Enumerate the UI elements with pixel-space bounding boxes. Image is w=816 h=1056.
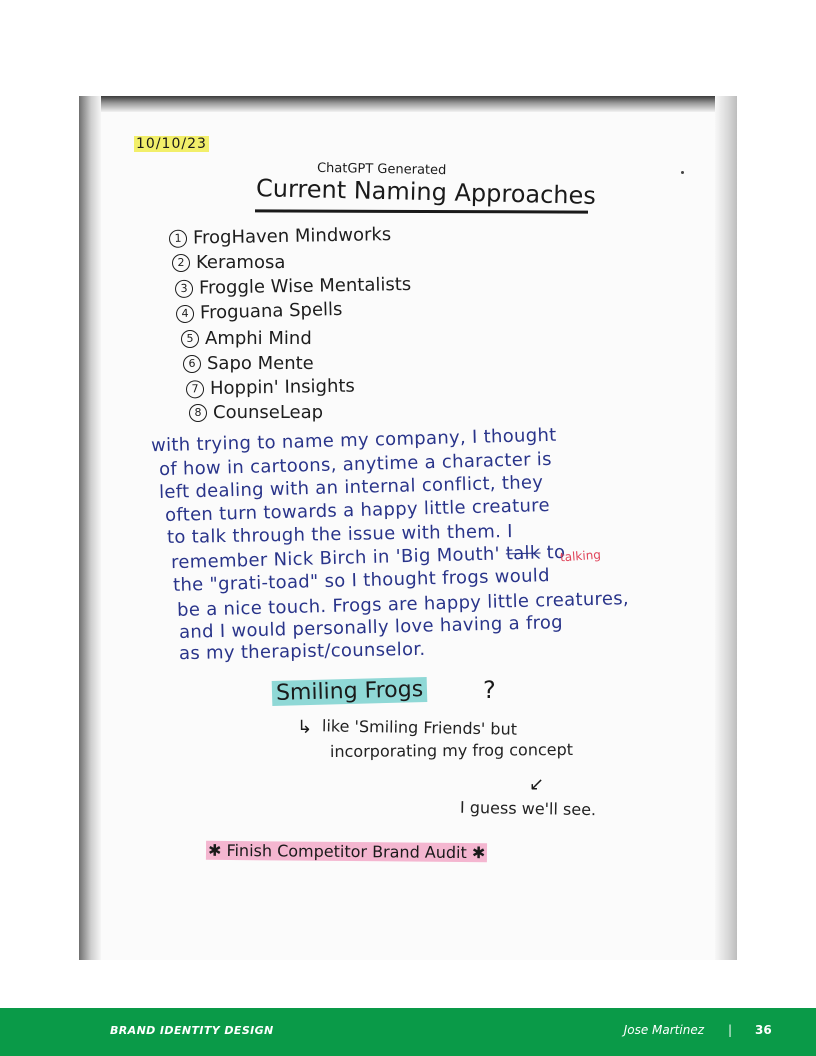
paragraph-line: and I would personally love having a frog xyxy=(178,611,564,644)
number-circle: 8 xyxy=(189,404,207,422)
struck-word: talk xyxy=(505,542,541,565)
note-subtitle: ChatGPT Generated xyxy=(316,160,447,179)
name-item xyxy=(176,299,343,324)
notebook-binding-right xyxy=(715,96,737,960)
name-item xyxy=(181,328,312,349)
title-underline xyxy=(255,209,588,213)
number-circle: 6 xyxy=(183,355,201,373)
name-label: CounseLeap xyxy=(213,402,324,423)
name-label: Amphi Mind xyxy=(205,328,312,349)
name-item xyxy=(183,353,314,374)
comment-line: like 'Smiling Friends' but xyxy=(321,716,518,739)
name-item xyxy=(172,252,285,273)
page-number: 36 xyxy=(755,1023,772,1037)
arrow-icon: ↳ xyxy=(297,717,313,738)
name-label: FrogHaven Mindworks xyxy=(192,224,392,249)
comment-line: incorporating my frog concept xyxy=(329,739,574,762)
inserted-word: talking xyxy=(559,547,602,565)
number-circle: 2 xyxy=(172,254,190,272)
paragraph-line: with trying to name my company, I thought xyxy=(150,424,557,457)
question-mark: ? xyxy=(483,676,496,704)
number-circle: 1 xyxy=(169,230,187,248)
paragraph-line: the "grati-toad" so I thought frogs would xyxy=(172,565,551,596)
notebook-binding-top xyxy=(79,96,737,112)
todo-highlight: ✱ Finish Competitor Brand Audit ✱ xyxy=(207,840,486,863)
footer-separator: | xyxy=(728,1023,733,1037)
ink-dot xyxy=(681,171,684,174)
number-circle: 4 xyxy=(176,305,194,323)
guess-line: I guess we'll see. xyxy=(459,797,597,820)
scanned-notebook-page xyxy=(79,96,737,960)
paragraph-line: to talk through the issue with them. I xyxy=(166,520,514,549)
idea-highlight: Smiling Frogs xyxy=(272,677,428,706)
paragraph-line: left dealing with an internal conflict, they xyxy=(158,471,544,504)
name-label: Keramosa xyxy=(196,252,286,273)
name-item xyxy=(169,224,392,249)
name-item xyxy=(189,402,323,423)
name-label: Froguana Spells xyxy=(199,298,343,324)
notebook-binding-left xyxy=(79,96,101,960)
paragraph-line: be a nice touch. Frogs are happy little creatures, xyxy=(176,588,630,621)
paragraph-text: remember Nick Birch in 'Big Mouth' xyxy=(170,543,501,574)
paragraph-line: as my therapist/counselor. xyxy=(178,638,426,665)
page-footer xyxy=(0,1008,816,1056)
paragraph-line: of how in cartoons, anytime a character is xyxy=(158,448,553,481)
footer-section-title: BRAND IDENTITY DESIGN xyxy=(110,1024,274,1037)
number-circle: 3 xyxy=(175,280,193,298)
name-label: Hoppin' Insights xyxy=(209,375,356,400)
note-title: Current Naming Approaches xyxy=(255,174,597,210)
paragraph-text: to xyxy=(546,541,566,564)
number-circle: 7 xyxy=(186,380,204,398)
name-label: Froggle Wise Mentalists xyxy=(198,273,412,299)
note-date: 10/10/23 xyxy=(136,136,207,152)
arrow-down-icon: ↙ xyxy=(529,774,545,795)
footer-author: Jose Martinez xyxy=(623,1023,704,1037)
name-label: Sapo Mente xyxy=(207,353,314,374)
name-item xyxy=(186,376,355,400)
paragraph-line: often turn towards a happy little creature xyxy=(164,494,551,527)
number-circle: 5 xyxy=(181,330,199,348)
name-item xyxy=(175,274,412,299)
